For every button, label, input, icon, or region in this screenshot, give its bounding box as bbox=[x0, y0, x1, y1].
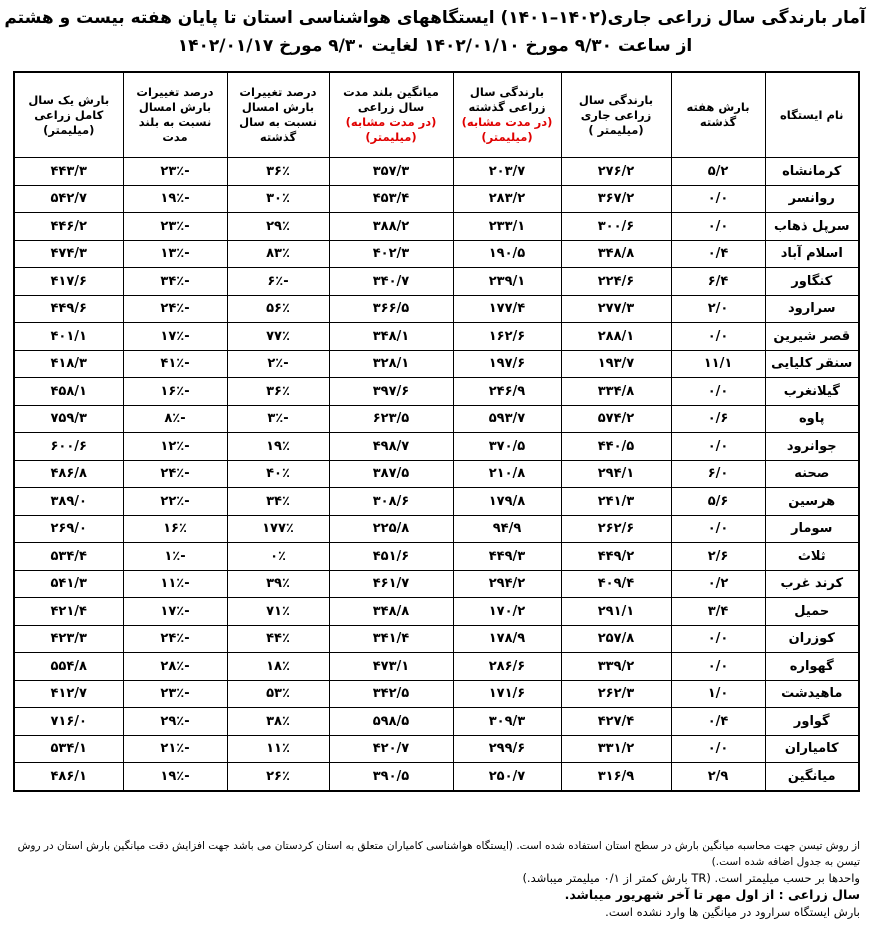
cell-pct-last: ۵۳٪ bbox=[227, 680, 329, 708]
cell-current: ۲۷۷/۳ bbox=[561, 295, 671, 323]
table-row bbox=[14, 268, 859, 296]
cell-full-year: ۲۶۹/۰ bbox=[14, 515, 123, 543]
cell-current: ۲۵۷/۸ bbox=[561, 625, 671, 653]
cell-last: ۲۵۰/۷ bbox=[453, 763, 561, 791]
table-row bbox=[14, 460, 859, 488]
cell-last: ۱۷۷/۴ bbox=[453, 295, 561, 323]
cell-full-year: ۴۴۹/۶ bbox=[14, 295, 123, 323]
cell-longterm: ۵۹۸/۵ bbox=[329, 708, 453, 736]
cell-last: ۱۹۰/۵ bbox=[453, 240, 561, 268]
cell-full-year: ۴۴۳/۳ bbox=[14, 158, 123, 186]
cell-longterm: ۳۹۰/۵ bbox=[329, 763, 453, 791]
cell-last: ۲۸۶/۶ bbox=[453, 653, 561, 681]
cell-pct-long: -۴۱٪ bbox=[123, 350, 227, 378]
cell-pct-last: ۳۹٪ bbox=[227, 570, 329, 598]
cell-longterm: ۳۴۱/۴ bbox=[329, 625, 453, 653]
cell-week: ۰/۲ bbox=[671, 570, 765, 598]
cell-week: ۰/۴ bbox=[671, 240, 765, 268]
cell-longterm: ۳۴۰/۷ bbox=[329, 268, 453, 296]
cell-station: کامیاران bbox=[765, 735, 859, 763]
cell-week: ۰/۴ bbox=[671, 708, 765, 736]
cell-pct-last: ۴۴٪ bbox=[227, 625, 329, 653]
cell-week: ۰/۰ bbox=[671, 625, 765, 653]
cell-pct-long: -۳۴٪ bbox=[123, 268, 227, 296]
cell-current: ۲۴۱/۳ bbox=[561, 488, 671, 516]
header-week: بارش هفته گذشته bbox=[671, 72, 765, 158]
cell-longterm: ۳۴۸/۸ bbox=[329, 598, 453, 626]
cell-last: ۹۴/۹ bbox=[453, 515, 561, 543]
note-sararud: بارش ایستگاه سرارود در میانگین ها وارد نشده است. bbox=[605, 905, 860, 919]
cell-week: ۰/۰ bbox=[671, 433, 765, 461]
cell-last: ۲۳۹/۱ bbox=[453, 268, 561, 296]
cell-pct-long: -۲۲٪ bbox=[123, 488, 227, 516]
cell-pct-long: -۱۹٪ bbox=[123, 185, 227, 213]
table-body bbox=[14, 158, 859, 791]
cell-current: ۲۲۴/۶ bbox=[561, 268, 671, 296]
table-row bbox=[14, 158, 859, 186]
cell-longterm: ۳۰۸/۶ bbox=[329, 488, 453, 516]
cell-current: ۳۳۱/۲ bbox=[561, 735, 671, 763]
rainfall-table bbox=[13, 71, 860, 792]
cell-pct-last: ۲۶٪ bbox=[227, 763, 329, 791]
cell-pct-long: -۲۴٪ bbox=[123, 625, 227, 653]
cell-full-year: ۵۳۴/۴ bbox=[14, 543, 123, 571]
table-row bbox=[14, 735, 859, 763]
cell-week: ۶/۴ bbox=[671, 268, 765, 296]
cell-current: ۳۳۴/۸ bbox=[561, 378, 671, 406]
cell-current: ۲۹۴/۱ bbox=[561, 460, 671, 488]
cell-full-year: ۷۵۹/۳ bbox=[14, 405, 123, 433]
cell-week: ۶/۰ bbox=[671, 460, 765, 488]
cell-pct-last: ۱۱٪ bbox=[227, 735, 329, 763]
cell-pct-last: ۳۴٪ bbox=[227, 488, 329, 516]
cell-full-year: ۴۱۸/۳ bbox=[14, 350, 123, 378]
cell-pct-last: -۳٪ bbox=[227, 405, 329, 433]
cell-current: ۳۰۰/۶ bbox=[561, 213, 671, 241]
cell-current: ۳۳۹/۲ bbox=[561, 653, 671, 681]
header-pct-long: درصد تغییرات بارش امسال نسبت به بلند مدت bbox=[123, 72, 227, 158]
cell-full-year: ۴۱۲/۷ bbox=[14, 680, 123, 708]
cell-pct-last: ۸۳٪ bbox=[227, 240, 329, 268]
table-row bbox=[14, 570, 859, 598]
note-water-year: سال زراعی : از اول مهر تا آخر شهریور میباشد. bbox=[564, 887, 860, 902]
cell-pct-long: -۱۷٪ bbox=[123, 598, 227, 626]
cell-week: ۲/۰ bbox=[671, 295, 765, 323]
cell-pct-last: ۳۶٪ bbox=[227, 158, 329, 186]
cell-current: ۳۱۶/۹ bbox=[561, 763, 671, 791]
cell-current: ۳۶۷/۲ bbox=[561, 185, 671, 213]
cell-station: کرمانشاه bbox=[765, 158, 859, 186]
cell-longterm: ۳۹۷/۶ bbox=[329, 378, 453, 406]
table-header-row bbox=[14, 72, 859, 158]
cell-pct-last: ۱۷۷٪ bbox=[227, 515, 329, 543]
cell-pct-last: ۰٪ bbox=[227, 543, 329, 571]
cell-week: ۱/۰ bbox=[671, 680, 765, 708]
cell-last: ۱۶۲/۶ bbox=[453, 323, 561, 351]
cell-longterm: ۳۲۸/۱ bbox=[329, 350, 453, 378]
cell-station: گیلانغرب bbox=[765, 378, 859, 406]
cell-station: گواور bbox=[765, 708, 859, 736]
cell-week: ۰/۰ bbox=[671, 653, 765, 681]
table-row bbox=[14, 433, 859, 461]
cell-current: ۲۶۲/۶ bbox=[561, 515, 671, 543]
cell-week: ۵/۲ bbox=[671, 158, 765, 186]
cell-longterm: ۴۵۱/۶ bbox=[329, 543, 453, 571]
cell-station: هرسین bbox=[765, 488, 859, 516]
cell-full-year: ۴۸۶/۱ bbox=[14, 763, 123, 791]
table-row bbox=[14, 708, 859, 736]
cell-last: ۳۷۰/۵ bbox=[453, 433, 561, 461]
cell-full-year: ۴۸۶/۸ bbox=[14, 460, 123, 488]
cell-current: ۵۷۴/۲ bbox=[561, 405, 671, 433]
cell-pct-long: -۸٪ bbox=[123, 405, 227, 433]
cell-station: سرارود bbox=[765, 295, 859, 323]
note-units: واحدها بر حسب میلیمتر است. (TR بارش کمتر از ۰/۱ میلیمتر میباشد.) bbox=[522, 871, 860, 885]
table-row bbox=[14, 515, 859, 543]
cell-full-year: ۴۱۷/۶ bbox=[14, 268, 123, 296]
cell-pct-long: -۲۳٪ bbox=[123, 680, 227, 708]
footnotes bbox=[10, 838, 860, 920]
cell-full-year: ۴۷۴/۳ bbox=[14, 240, 123, 268]
cell-station: کرند غرب bbox=[765, 570, 859, 598]
cell-pct-long: -۱۷٪ bbox=[123, 323, 227, 351]
cell-pct-long: ۱۶٪ bbox=[123, 515, 227, 543]
cell-station: جوانرود bbox=[765, 433, 859, 461]
cell-station: کوزران bbox=[765, 625, 859, 653]
cell-last: ۱۹۷/۶ bbox=[453, 350, 561, 378]
cell-pct-long: -۲۴٪ bbox=[123, 460, 227, 488]
cell-last: ۲۳۳/۱ bbox=[453, 213, 561, 241]
table-row bbox=[14, 213, 859, 241]
cell-week: ۲/۹ bbox=[671, 763, 765, 791]
table-row bbox=[14, 763, 859, 791]
cell-pct-long: -۱٪ bbox=[123, 543, 227, 571]
cell-week: ۰/۰ bbox=[671, 378, 765, 406]
cell-pct-last: ۲۹٪ bbox=[227, 213, 329, 241]
cell-pct-long: -۲۳٪ bbox=[123, 158, 227, 186]
cell-pct-long: -۱۶٪ bbox=[123, 378, 227, 406]
cell-longterm: ۴۷۳/۱ bbox=[329, 653, 453, 681]
cell-station: میانگین bbox=[765, 763, 859, 791]
cell-week: ۲/۶ bbox=[671, 543, 765, 571]
cell-current: ۲۶۲/۳ bbox=[561, 680, 671, 708]
header-full-year: بارش یک سال کامل زراعی (میلیمتر) bbox=[14, 72, 123, 158]
cell-pct-long: -۱۱٪ bbox=[123, 570, 227, 598]
header-longterm: میانگین بلند مدت سال زراعی (در مدت مشابه) (میلیمتر) bbox=[329, 72, 453, 158]
cell-station: گهواره bbox=[765, 653, 859, 681]
cell-full-year: ۵۴۱/۳ bbox=[14, 570, 123, 598]
cell-pct-long: -۲۴٪ bbox=[123, 295, 227, 323]
cell-week: ۰/۰ bbox=[671, 515, 765, 543]
cell-last: ۲۴۶/۹ bbox=[453, 378, 561, 406]
cell-longterm: ۳۸۸/۲ bbox=[329, 213, 453, 241]
cell-pct-long: -۲۱٪ bbox=[123, 735, 227, 763]
cell-longterm: ۳۵۷/۳ bbox=[329, 158, 453, 186]
cell-pct-last: -۶٪ bbox=[227, 268, 329, 296]
cell-full-year: ۴۰۱/۱ bbox=[14, 323, 123, 351]
cell-pct-last: ۳۶٪ bbox=[227, 378, 329, 406]
table-row bbox=[14, 625, 859, 653]
cell-longterm: ۳۸۷/۵ bbox=[329, 460, 453, 488]
cell-pct-long: -۱۹٪ bbox=[123, 763, 227, 791]
cell-station: پاوه bbox=[765, 405, 859, 433]
cell-week: ۵/۶ bbox=[671, 488, 765, 516]
cell-full-year: ۷۱۶/۰ bbox=[14, 708, 123, 736]
cell-week: ۰/۰ bbox=[671, 735, 765, 763]
table-row bbox=[14, 488, 859, 516]
cell-last: ۲۸۳/۲ bbox=[453, 185, 561, 213]
cell-current: ۳۴۸/۸ bbox=[561, 240, 671, 268]
cell-pct-last: ۳۸٪ bbox=[227, 708, 329, 736]
cell-longterm: ۴۰۲/۳ bbox=[329, 240, 453, 268]
cell-week: ۱۱/۱ bbox=[671, 350, 765, 378]
cell-last: ۲۱۰/۸ bbox=[453, 460, 561, 488]
cell-longterm: ۳۴۸/۱ bbox=[329, 323, 453, 351]
cell-last: ۲۹۹/۶ bbox=[453, 735, 561, 763]
cell-last: ۱۷۹/۸ bbox=[453, 488, 561, 516]
cell-full-year: ۵۵۴/۸ bbox=[14, 653, 123, 681]
cell-current: ۴۰۹/۴ bbox=[561, 570, 671, 598]
header-pct-last: درصد تغییرات بارش امسال نسبت به سال گذشته bbox=[227, 72, 329, 158]
cell-last: ۱۷۰/۲ bbox=[453, 598, 561, 626]
table-row bbox=[14, 295, 859, 323]
cell-week: ۰/۰ bbox=[671, 185, 765, 213]
cell-station: کنگاور bbox=[765, 268, 859, 296]
cell-pct-last: ۵۶٪ bbox=[227, 295, 329, 323]
note-method: از روش تیسن جهت محاسبه میانگین بارش در سطح استان استفاده شده است. (ایستگاه هواشناسی کامیاران متعلق به استان کردستان می باشد جهت افزایش دقت میانگین بارش استان در روش تیسن به جدول اضافه شده است.) bbox=[17, 840, 860, 868]
cell-longterm: ۳۴۲/۵ bbox=[329, 680, 453, 708]
cell-pct-long: -۲۳٪ bbox=[123, 213, 227, 241]
cell-current: ۲۸۸/۱ bbox=[561, 323, 671, 351]
cell-last: ۲۰۳/۷ bbox=[453, 158, 561, 186]
cell-station: اسلام آباد bbox=[765, 240, 859, 268]
cell-last: ۱۷۱/۶ bbox=[453, 680, 561, 708]
report-period: از ساعت ۹/۳۰ مورخ ۱۴۰۲/۰۱/۱۰ لغایت ۹/۳۰ مورخ ۱۴۰۲/۰۱/۱۷ bbox=[177, 36, 693, 56]
cell-last: ۵۹۳/۷ bbox=[453, 405, 561, 433]
cell-station: سومار bbox=[765, 515, 859, 543]
table-row bbox=[14, 653, 859, 681]
table-row bbox=[14, 405, 859, 433]
cell-pct-long: -۲۹٪ bbox=[123, 708, 227, 736]
cell-pct-long: -۱۲٪ bbox=[123, 433, 227, 461]
cell-last: ۳۰۹/۳ bbox=[453, 708, 561, 736]
cell-last: ۱۷۸/۹ bbox=[453, 625, 561, 653]
cell-full-year: ۴۲۳/۳ bbox=[14, 625, 123, 653]
cell-full-year: ۵۴۲/۷ bbox=[14, 185, 123, 213]
header-last-year: بارندگی سال زراعی گذشته (در مدت مشابه) (میلیمتر) bbox=[453, 72, 561, 158]
cell-station: قصر شیرین bbox=[765, 323, 859, 351]
cell-pct-long: -۲۸٪ bbox=[123, 653, 227, 681]
cell-pct-long: -۱۳٪ bbox=[123, 240, 227, 268]
cell-week: ۳/۴ bbox=[671, 598, 765, 626]
table-row bbox=[14, 598, 859, 626]
cell-pct-last: ۱۹٪ bbox=[227, 433, 329, 461]
cell-longterm: ۴۵۳/۴ bbox=[329, 185, 453, 213]
cell-last: ۴۴۹/۳ bbox=[453, 543, 561, 571]
cell-station: صحنه bbox=[765, 460, 859, 488]
cell-longterm: ۴۶۱/۷ bbox=[329, 570, 453, 598]
cell-current: ۴۴۹/۲ bbox=[561, 543, 671, 571]
cell-current: ۴۴۰/۵ bbox=[561, 433, 671, 461]
cell-station: سنقر کلیایی bbox=[765, 350, 859, 378]
cell-station: سرپل ذهاب bbox=[765, 213, 859, 241]
table-row bbox=[14, 680, 859, 708]
cell-pct-last: ۷۱٪ bbox=[227, 598, 329, 626]
cell-full-year: ۳۸۹/۰ bbox=[14, 488, 123, 516]
cell-pct-last: ۷۷٪ bbox=[227, 323, 329, 351]
cell-current: ۲۹۱/۱ bbox=[561, 598, 671, 626]
cell-full-year: ۵۳۴/۱ bbox=[14, 735, 123, 763]
cell-week: ۰/۰ bbox=[671, 323, 765, 351]
cell-station: روانسر bbox=[765, 185, 859, 213]
cell-longterm: ۲۲۵/۸ bbox=[329, 515, 453, 543]
table-row bbox=[14, 323, 859, 351]
table-row bbox=[14, 378, 859, 406]
cell-week: ۰/۰ bbox=[671, 213, 765, 241]
cell-longterm: ۴۹۸/۷ bbox=[329, 433, 453, 461]
cell-longterm: ۴۲۰/۷ bbox=[329, 735, 453, 763]
cell-full-year: ۴۴۶/۲ bbox=[14, 213, 123, 241]
cell-pct-last: -۲٪ bbox=[227, 350, 329, 378]
cell-current: ۴۲۷/۴ bbox=[561, 708, 671, 736]
cell-station: ماهیدشت bbox=[765, 680, 859, 708]
cell-full-year: ۶۰۰/۶ bbox=[14, 433, 123, 461]
cell-station: حمیل bbox=[765, 598, 859, 626]
cell-station: ثلاث bbox=[765, 543, 859, 571]
cell-pct-last: ۱۸٪ bbox=[227, 653, 329, 681]
cell-pct-last: ۳۰٪ bbox=[227, 185, 329, 213]
table-row bbox=[14, 350, 859, 378]
header-station: نام ایستگاه bbox=[765, 72, 859, 158]
cell-week: ۰/۶ bbox=[671, 405, 765, 433]
cell-longterm: ۳۶۶/۵ bbox=[329, 295, 453, 323]
table-row bbox=[14, 240, 859, 268]
cell-full-year: ۴۵۸/۱ bbox=[14, 378, 123, 406]
cell-current: ۲۷۶/۲ bbox=[561, 158, 671, 186]
cell-last: ۲۹۴/۲ bbox=[453, 570, 561, 598]
report-title: آمار بارندگی سال زراعی جاری(۱۴۰۲–۱۴۰۱) ایستگاههای هواشناسی استان تا پایان هفته بیست و هشتم bbox=[4, 8, 866, 28]
cell-current: ۱۹۳/۷ bbox=[561, 350, 671, 378]
cell-full-year: ۴۲۱/۴ bbox=[14, 598, 123, 626]
cell-pct-last: ۴۰٪ bbox=[227, 460, 329, 488]
cell-longterm: ۶۲۳/۵ bbox=[329, 405, 453, 433]
table-row bbox=[14, 185, 859, 213]
header-current: بارندگی سال زراعی جاری (میلیمتر ) bbox=[561, 72, 671, 158]
table-row bbox=[14, 543, 859, 571]
